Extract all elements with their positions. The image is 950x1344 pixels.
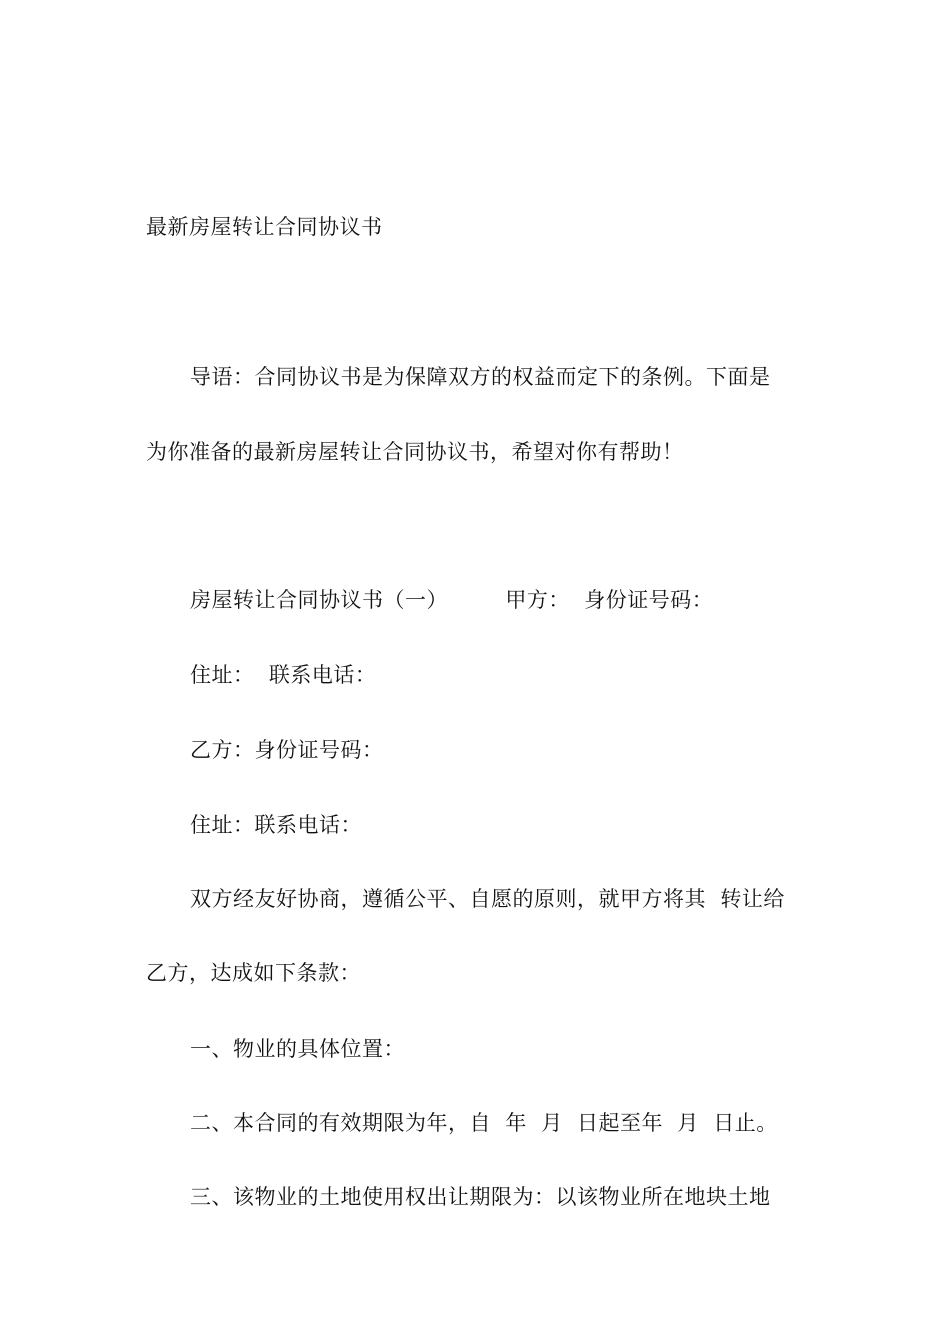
contract-heading-party-a: 房屋转让合同协议书（一） 甲方： 身份证号码： bbox=[190, 588, 714, 612]
agreement-paragraph-line-2: 乙方，达成如下条款： bbox=[146, 961, 361, 985]
party-b-line: 乙方：身份证号码： bbox=[190, 738, 384, 762]
party-a-address-line: 住址： 联系电话： bbox=[190, 663, 377, 687]
document-title: 最新房屋转让合同协议书 bbox=[146, 215, 383, 239]
intro-paragraph-line-1: 导语：合同协议书是为保障双方的权益而定下的条例。下面是 bbox=[190, 365, 771, 389]
clause-1: 一、物业的具体位置： bbox=[190, 1037, 405, 1061]
agreement-paragraph-line-1: 双方经友好协商，遵循公平、自愿的原则，就甲方将其 转让给 bbox=[190, 887, 785, 911]
party-b-address-line: 住址：联系电话： bbox=[190, 813, 362, 837]
clause-3: 三、该物业的土地使用权出让期限为：以该物业所在地块土地 bbox=[190, 1185, 771, 1209]
clause-2: 二、本合同的有效期限为年，自 年 月 日起至年 月 日止。 bbox=[190, 1111, 778, 1135]
intro-paragraph-line-2: 为你准备的最新房屋转让合同协议书，希望对你有帮助！ bbox=[146, 440, 684, 464]
